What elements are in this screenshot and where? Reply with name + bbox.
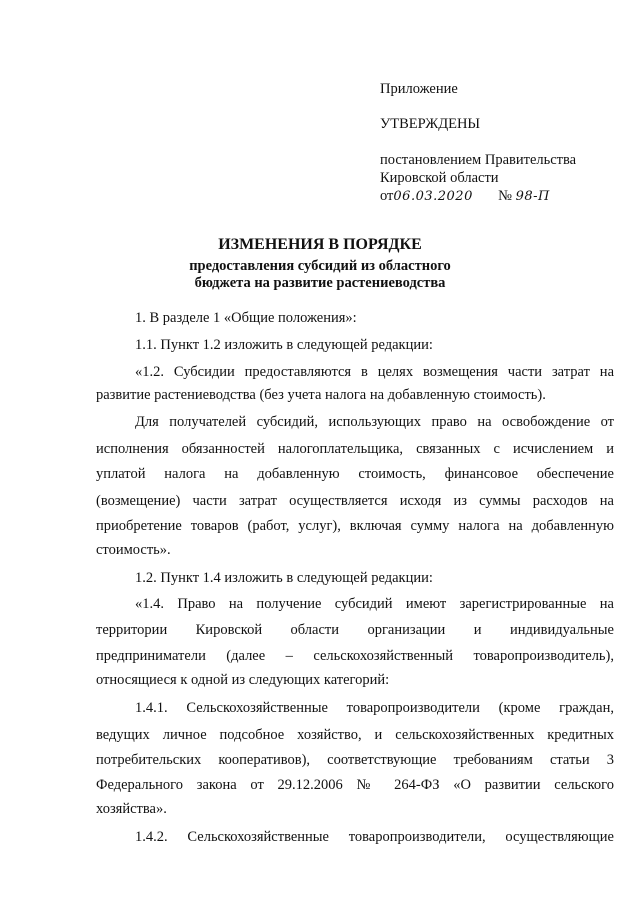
body-line: 1.4.1. Сельскохозяйственные товаропроизводители (кроме граждан,	[135, 700, 614, 716]
document-title: ИЗМЕНЕНИЯ В ПОРЯДКЕ	[218, 236, 422, 253]
date-prefix: от	[380, 188, 394, 204]
date-number-line	[380, 187, 550, 206]
body-line: Федерального закона от 29.12.2006 № 264-ФЗ «О развитии сельского	[96, 777, 614, 793]
document-subtitle-2: бюджета на развитие растениеводства	[194, 275, 446, 291]
body-line: ведущих личное подсобное хозяйство, и сельскохозяйственных кредитных	[96, 727, 614, 743]
body-line: стоимость».	[96, 542, 171, 558]
body-line: уплатой налога на добавленную стоимость, финансовое обеспечение	[96, 466, 614, 482]
body-line: территории Кировской области организации и индивидуальные	[96, 622, 614, 638]
body-line: относящиеся к одной из следующих категорий:	[96, 672, 390, 688]
body-line: 1. В разделе 1 «Общие положения»:	[135, 310, 357, 326]
body-line: 1.1. Пункт 1.2 изложить в следующей редакции:	[135, 337, 433, 353]
body-line: потребительских кооперативов), соответствующие требованиям статьи 3	[96, 752, 614, 768]
approved-label: УТВЕРЖДЕНЫ	[380, 116, 481, 132]
body-line: (возмещение) части затрат осуществляется исходя из суммы расходов на	[96, 493, 614, 509]
body-line: «1.2. Субсидии предоставляются в целях возмещения части затрат на	[135, 364, 614, 380]
body-line: Для получателей субсидий, использующих право на освобождение от	[135, 414, 614, 430]
body-line: 1.4.2. Сельскохозяйственные товаропроизводители, осуществляющие	[135, 829, 614, 845]
body-line: «1.4. Право на получение субсидий имеют зарегистрированные на	[135, 596, 614, 612]
handwritten-date: 06.03.2020	[393, 189, 473, 204]
handwritten-number: 98-П	[515, 189, 550, 204]
decree-line: постановлением Правительства	[380, 152, 577, 168]
body-line: предприниматели (далее – сельскохозяйственный товаропроизводитель),	[96, 648, 614, 664]
body-line: развитие растениеводства (без учета налога на добавленную стоимость).	[96, 387, 546, 403]
body-line: 1.2. Пункт 1.4 изложить в следующей редакции:	[135, 570, 433, 586]
body-line: приобретение товаров (работ, услуг), включая сумму налога на добавленную	[96, 518, 614, 534]
appendix-label: Приложение	[380, 81, 458, 97]
number-prefix: №	[498, 188, 512, 204]
document-subtitle-1: предоставления субсидий из областного	[189, 258, 451, 274]
body-line: исполнения обязанностей налогоплательщика, связанных с исчислением и	[96, 441, 614, 457]
body-line: хозяйства».	[96, 801, 167, 817]
region-line: Кировской области	[380, 170, 499, 186]
